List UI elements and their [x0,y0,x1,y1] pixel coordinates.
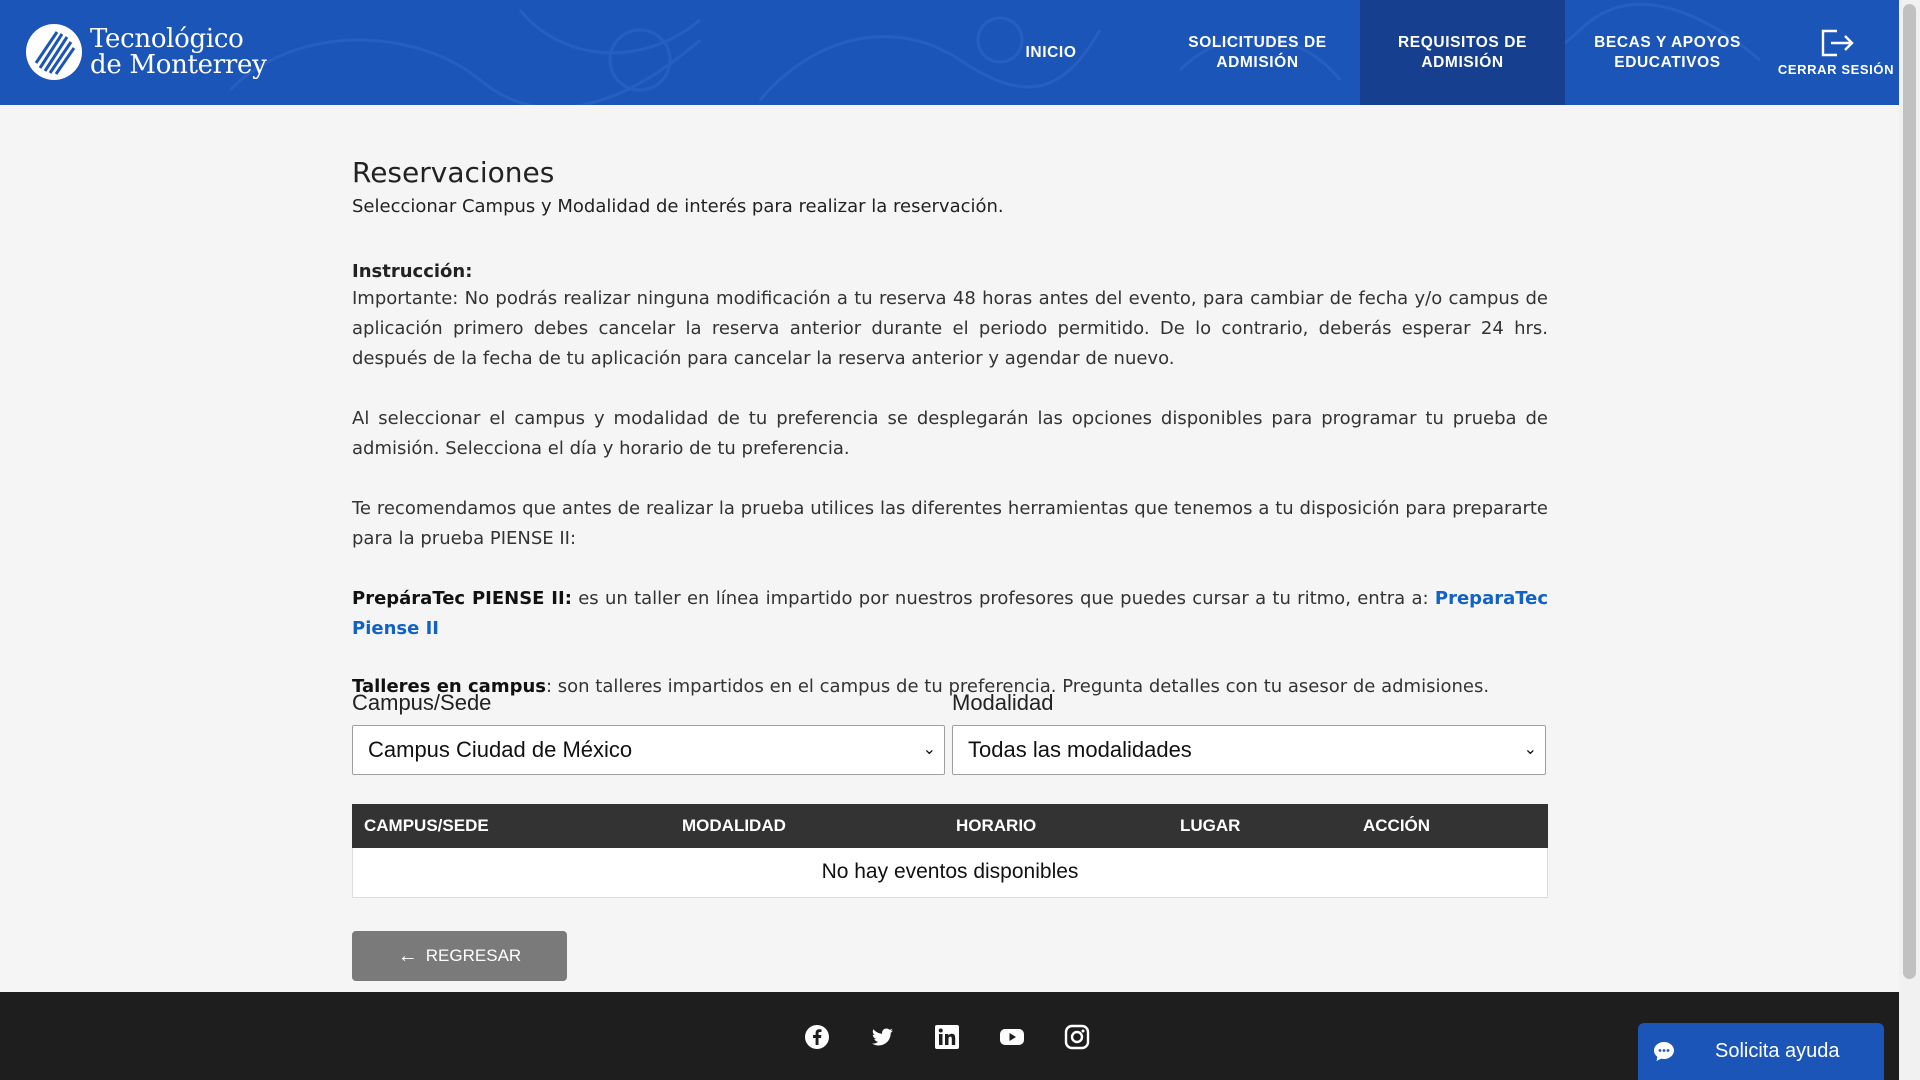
help-button-label: Solicita ayuda [1715,1040,1840,1062]
top-navbar [0,0,1899,105]
arrow-left-icon: ← [397,944,418,967]
nav-solicitudes-admision[interactable]: SOLICITUDES DE ADMISIÓN [1188,33,1327,71]
page-subtitle: Seleccionar Campus y Modalidad de interés para realizar la reservación. [352,196,1004,217]
chevron-down-icon: ⌄ [922,741,936,758]
instruction-label: Instrucción: [352,261,473,282]
column-header-modalidad: MODALIDAD [682,816,786,835]
page-title: Reservaciones [352,156,555,189]
table-empty-row: No hay eventos disponibles [352,848,1548,898]
nav-inicio[interactable]: INICIO [1025,43,1077,61]
instruction-recommend: Te recomendamos que antes de realizar la prueba utilices las diferentes herramientas que tenemos a tu disposición para prepararte para la prueba PIENSE II: [352,498,1548,549]
modalidad-select[interactable]: Todas las modalidades ⌄ [952,725,1546,775]
main-content [352,155,1548,702]
prepatec-text: es un taller en línea impartido por nuestros profesores que puedes cursar a tu ritmo, entra a: [571,588,1435,609]
logout-icon [1819,28,1855,58]
modalidad-label: Modalidad [952,690,1054,715]
table-header [352,804,1548,848]
prepatec-paragraph [352,584,1548,644]
facebook-icon[interactable] [804,1024,830,1050]
back-button[interactable] [352,931,567,981]
column-header-horario: HORARIO [956,816,1037,835]
page-scrollbar[interactable] [1899,0,1920,1080]
scrollbar-thumb[interactable] [1903,4,1916,979]
column-header-accion: ACCIÓN [1363,816,1431,835]
campus-select[interactable]: Campus Ciudad de México ⌄ [352,725,945,775]
instagram-icon[interactable] [1064,1024,1090,1050]
instruction-important: Importante: No podrás realizar ninguna modificación a tu reserva 48 horas antes del evento, para cambiar de fecha y/o campus de aplicación primero debes cancelar la reserva anterior durante el periodo permitido. De lo contrario, deberás esperar 24 hrs. después de la fecha de tu aplicación para cancelar la reserva anterior y agendar de nuevo. [352,288,1548,369]
chat-bubble-icon [1652,1040,1676,1064]
filters [352,690,1548,780]
events-table [352,804,1548,898]
chevron-down-icon: ⌄ [1523,741,1537,758]
instruction-select: Al seleccionar el campus y modalidad de tu preferencia se desplegarán las opciones disponibles para programar tu prueba de admisión. Selecciona el día y horario de tu preferencia. [352,408,1548,459]
column-header-campus: CAMPUS/SEDE [364,816,489,835]
twitter-icon[interactable] [869,1024,895,1050]
talleres-text: : son talleres impartidos en el campus de tu preferencia. Pregunta detalles con tu asesor de admisiones. [546,676,1490,697]
campus-label: Campus/Sede [352,690,492,715]
nav-requisitos-admision[interactable]: REQUISITOS DE ADMISIÓN [1360,0,1565,105]
tec-logo-icon [26,24,82,80]
column-header-lugar: LUGAR [1180,816,1241,835]
prepatec-label: PrepáraTec PIENSE II: [352,588,572,609]
tec-logo-text: Tecnológico de Monterrey [90,24,267,80]
prepatec-link[interactable]: PreparaTec Piense II [352,588,1549,639]
tec-logo[interactable] [26,24,266,80]
logout-button[interactable]: CERRAR SESIÓN [1773,0,1899,105]
back-button-label: REGRESAR [425,946,522,965]
linkedin-icon[interactable] [934,1024,960,1050]
nav-becas-apoyos[interactable]: BECAS Y APOYOS EDUCATIVOS [1594,33,1741,71]
talleres-label: Talleres en campus [352,676,546,697]
help-chat-button[interactable] [1638,1023,1884,1080]
youtube-icon[interactable] [999,1024,1025,1050]
